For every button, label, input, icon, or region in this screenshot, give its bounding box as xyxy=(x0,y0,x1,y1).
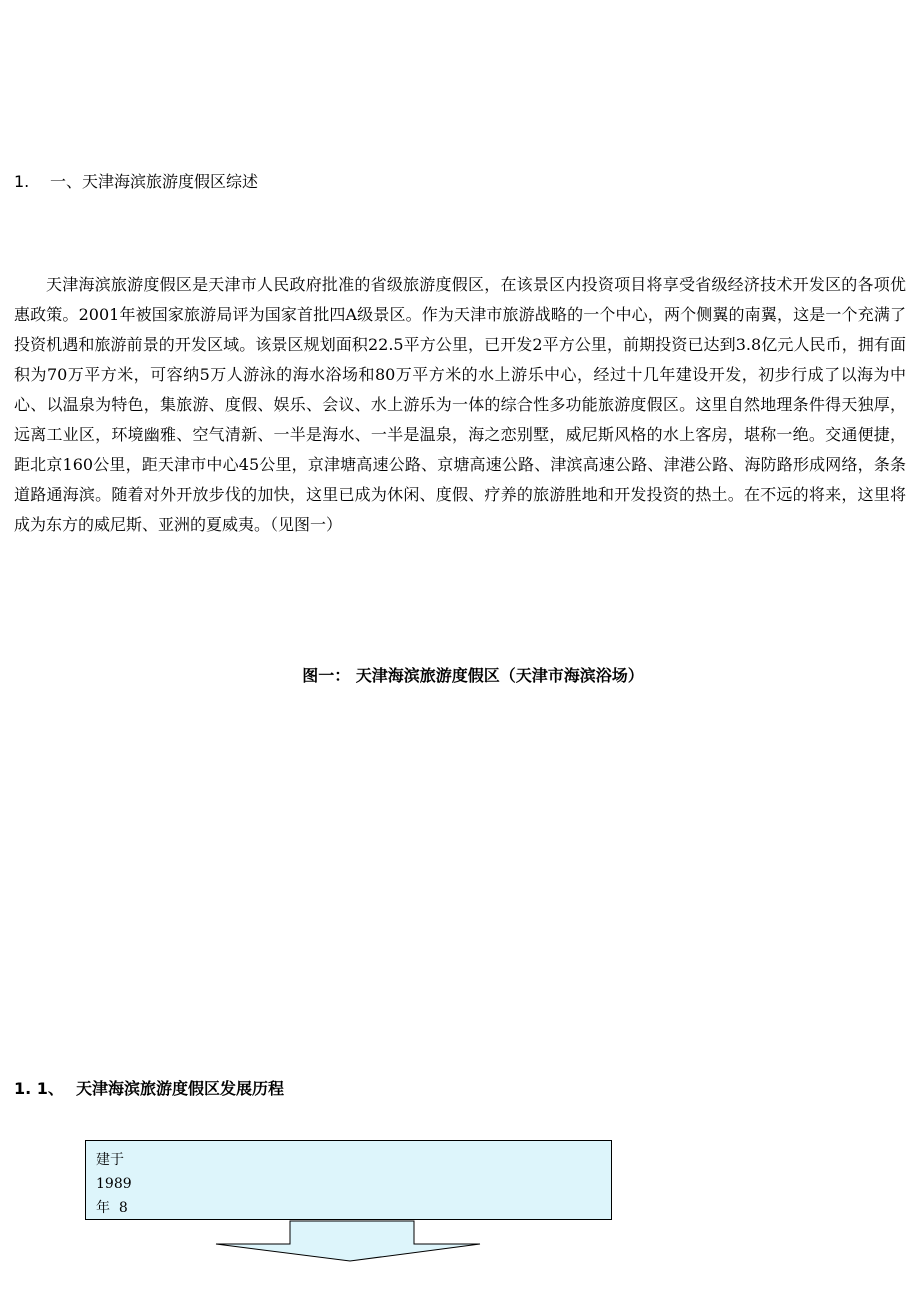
flowchart-line: 建于 xyxy=(96,1152,124,1168)
section-heading xyxy=(14,170,258,194)
section-number: 1. xyxy=(14,172,30,191)
flowchart-line: 年 8 xyxy=(96,1200,128,1216)
subsection-number: 1. 1、 xyxy=(14,1079,64,1098)
flowchart-box-text xyxy=(96,1148,132,1220)
flowchart-box-shape xyxy=(85,1140,612,1220)
flowchart-line: 1989 xyxy=(96,1176,132,1192)
down-arrow-icon xyxy=(212,1218,484,1264)
section-title: 一、天津海滨旅游度假区综述 xyxy=(50,172,259,191)
subsection-title: 天津海滨旅游度假区发展历程 xyxy=(76,1079,285,1098)
subsection-heading xyxy=(14,1077,284,1101)
figure-caption: 图一： 天津海滨旅游度假区（天津市海滨浴场） xyxy=(302,666,644,685)
intro-paragraph: 天津海滨旅游度假区是天津市人民政府批准的省级旅游度假区，在该景区内投资项目将享受省级经济技术开发区的各项优惠政策。2001年被国家旅游局评为国家首批四A级景区。作为天津市旅游战略的一个中心，两个侧翼的南翼，这是一个充满了投资机遇和旅游前景的开发区域。该景区规划面积22.5平方公里，已开发2平方公里，前期投资已达到3.8亿元人民币，拥有面积为70万平方米，可容纳5万人游泳的海水浴场和80万平方米的水上游乐中心，经过十几年建设开发，初步行成了以海为中心、以温泉为特色，集旅游、度假、娱乐、会议、水上游乐为一体的综合性多功能旅游度假区。这里自然地理条件得天独厚，远离工业区，环境幽雅、空气清新、一半是海水、一半是温泉，海之恋别墅，威尼斯风格的水上客房，堪称一绝。交通便捷，距北京160公里，距天津市中心45公里，京津塘高速公路、京塘高速公路、津滨高速公路、津港公路、海防路形成网络，条条道路通海滨。随着对外开放步伐的加快，这里已成为休闲、度假、疗养的旅游胜地和开发投资的热土。在不远的将来，这里将成为东方的威尼斯、亚洲的夏威夷。（见图一） xyxy=(14,275,906,534)
flowchart-box xyxy=(85,1140,612,1220)
